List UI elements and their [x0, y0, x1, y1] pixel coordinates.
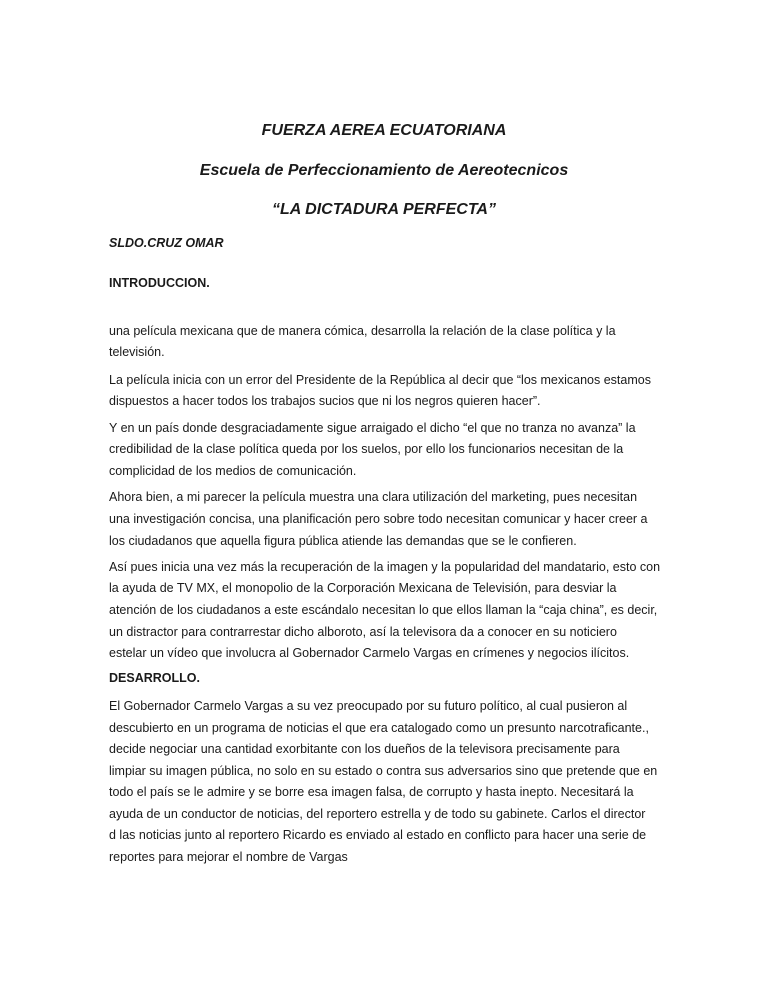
paragraph-6-line: ayuda de un conductor de noticias, del reportero estrella y de todo su gabinete. Carlos el director: [109, 807, 646, 821]
intro-heading: INTRODUCCION.: [109, 276, 210, 290]
paragraph-3-line: Y en un país donde desgraciadamente sigue arraigado el dicho “el que no tranza no avanza” la: [109, 421, 636, 435]
paragraph-6-line: limpiar su imagen pública, no solo en su estado o contra sus adversarios sino que pretende que en: [109, 764, 658, 778]
document-title: “LA DICTADURA PERFECTA”: [272, 201, 496, 218]
paragraph-5-line: Así pues inicia una vez más la recuperación de la imagen y la popularidad del mandatario, esto con: [109, 560, 661, 574]
paragraph-6-line: todo el país se le admire y se borre esa imagen falsa, de corrupto y hasta inepto. Necesitará la: [109, 785, 634, 799]
paragraph-6-line: El Gobernador Carmelo Vargas a su vez preocupado por su futuro político, al cual pusieron al: [109, 699, 628, 713]
paragraph-1-line: televisión.: [109, 345, 165, 359]
paragraph-1-line: una película mexicana que de manera cómica, desarrolla la relación de la clase política y la: [109, 324, 616, 338]
paragraph-2-line: dispuestos a hacer todos los trabajos sucios que ni los negros quieren hacer”.: [109, 394, 541, 408]
paragraph-6-line: descubierto en un programa de noticias el que era catalogado como un presunto narcotraficante.,: [109, 721, 649, 735]
paragraph-5-line: atención de los ciudadanos a este escándalo necesitan lo que ellos llaman la “caja china”, es decir,: [109, 603, 658, 617]
paragraph-4-line: una investigación concisa, una planificación pero sobre todo necesitan comunicar y hacer creer a: [109, 512, 648, 526]
paragraph-5-line: un distractor para contrarrestar dicho alboroto, así la televisora da a conocer en su noticiero: [109, 625, 617, 639]
paragraph-2-line: La película inicia con un error del Presidente de la República al decir que “los mexicanos estamos: [109, 373, 651, 387]
paragraph-3-line: complicidad de los medios de comunicación.: [109, 464, 357, 478]
paragraph-6-line: d las noticias junto al reportero Ricardo es enviado al estado en conflicto para hacer una serie de: [109, 828, 647, 842]
school-heading: Escuela de Perfeccionamiento de Aereotecnicos: [199, 162, 569, 179]
paragraph-6-line: reportes para mejorar el nombre de Vargas: [109, 850, 348, 864]
author-line: SLDO.CRUZ OMAR: [109, 236, 224, 250]
paragraph-5-line: la ayuda de TV MX, el monopolio de la Corporación Mexicana de Televisión, para desviar la: [109, 581, 617, 595]
paragraph-6-line: decide negociar una cantidad exorbitante con los dueños de la televisora precisamente para: [109, 742, 620, 756]
paragraph-5-line: estelar un vídeo que involucra al Gobernador Carmelo Vargas en crímenes y negocios ilícitos.: [109, 646, 630, 660]
paragraph-4-line: los ciudadanos que aquella figura pública atiende las demandas que se le confieren.: [109, 534, 577, 548]
development-heading: DESARROLLO.: [109, 671, 200, 685]
org-heading: FUERZA AEREA ECUATORIANA: [261, 122, 507, 139]
paragraph-4-line: Ahora bien, a mi parecer la película muestra una clara utilización del marketing, pues necesitan: [109, 490, 638, 504]
paragraph-3-line: credibilidad de la clase política queda por los suelos, por ello los funcionarios necesitan de la: [109, 442, 624, 456]
